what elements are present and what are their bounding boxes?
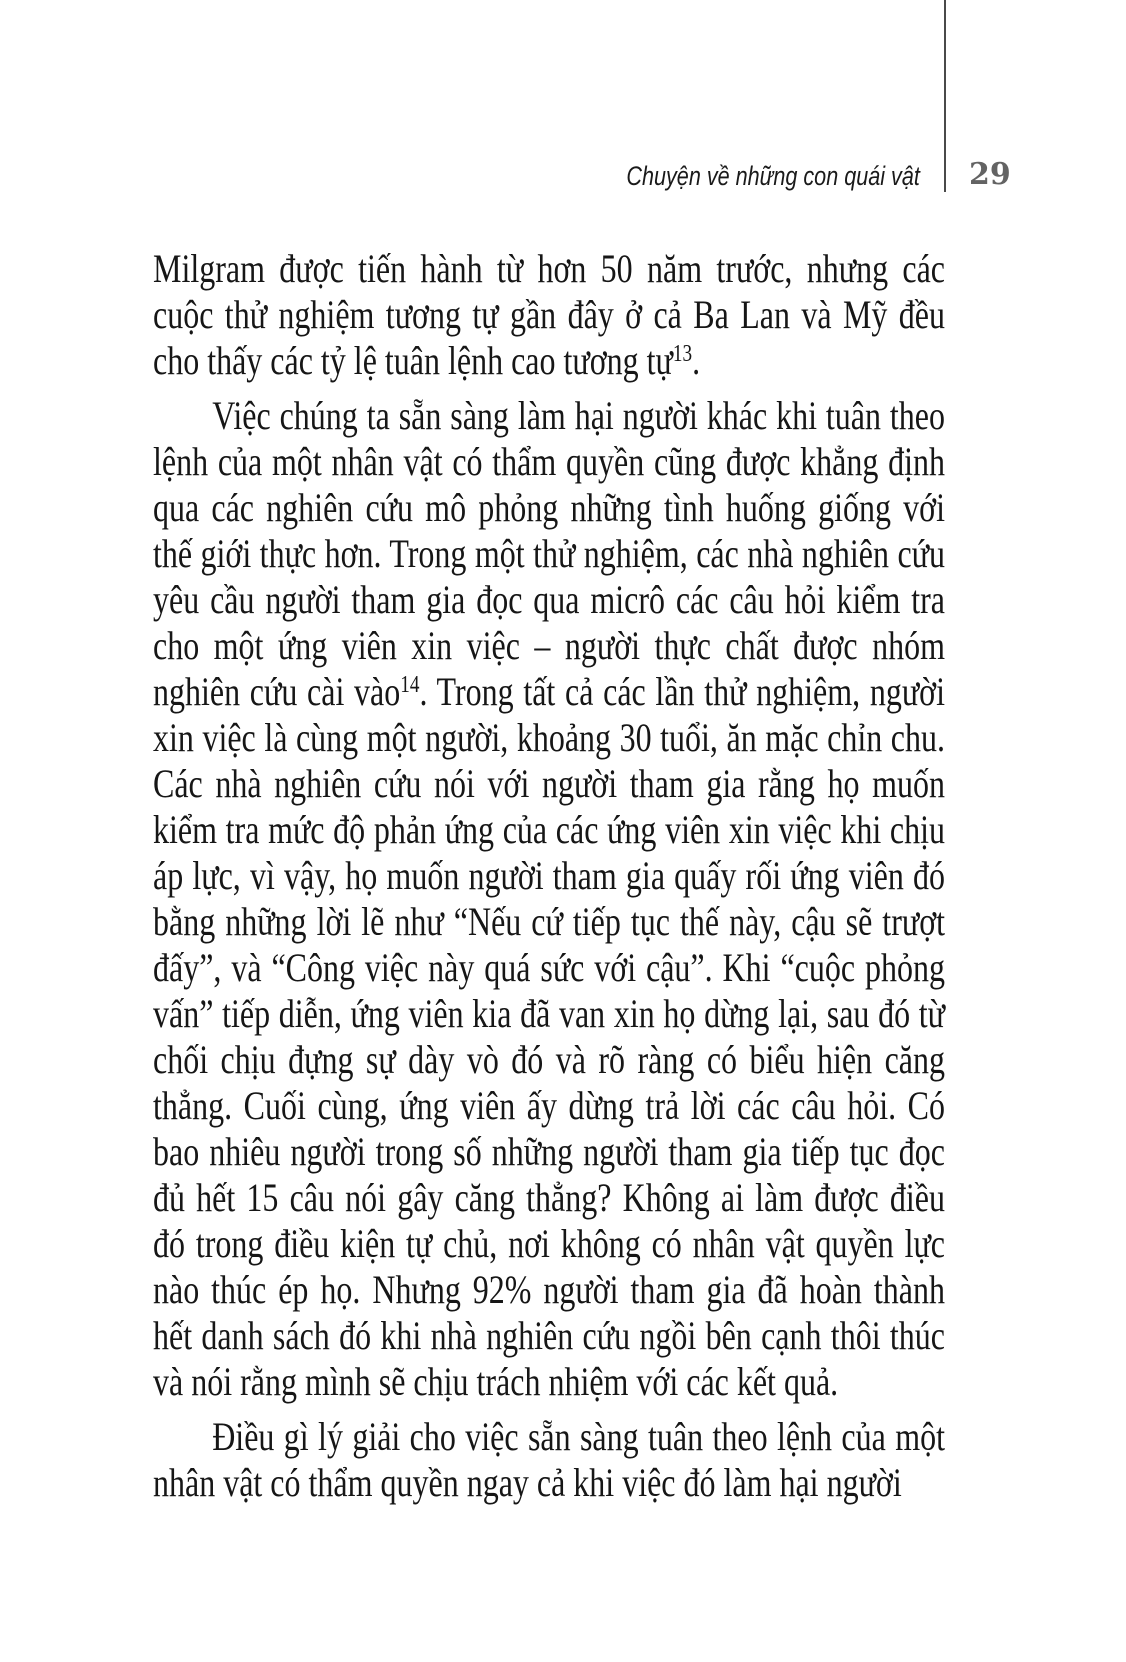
running-header-title: Chuyện về những con quái vật xyxy=(626,161,920,191)
paragraph-2 xyxy=(153,393,945,1405)
paragraph-text: Điều gì lý giải cho việc sẵn sàng tuân theo lệnh của một nhân vật có thẩm quyền ngay cả khi việc đó làm hại người xyxy=(153,1414,945,1505)
paragraph-text: . xyxy=(692,338,701,383)
footnote-reference-13: 13 xyxy=(672,340,693,367)
paragraph-text: . Trong tất cả các lần thử nghiệm, người xin việc là cùng một người, khoảng 30 tuổi, ăn mặc chỉn chu. Các nhà nghiên cứu nói với người tham gia rằng họ muốn kiểm tra mức độ phản ứng của các ứng viên xin việc khi chịu áp lực, vì vậy, họ muốn người tham gia quấy rối ứng viên đó bằng những lời lẽ như “Nếu cứ tiếp tục thế này, cậu sẽ trượt đấy”, và “Công việc này quá sức với cậu”. Khi “cuộc phỏng vấn” tiếp diễn, ứng viên kia đã van xin họ dừng lại, sau đó từ chối chịu đựng sự dày vò đó và rõ ràng có biểu hiện căng thẳng. Cuối cùng, ứng viên ấy dừng trả lời các câu hỏi. Có bao nhiêu người trong số những người tham gia tiếp tục đọc đủ hết 15 câu nói gây căng thẳng? Không ai làm được điều đó trong điều kiện tự chủ, nơi không có nhân vật quyền lực nào thúc ép họ. Nhưng 92% người tham gia đã hoàn thành hết danh sách đó khi nhà nghiên cứu ngồi bên cạnh thôi thúc và nói rằng mình sẽ chịu trách nhiệm với các kết quả. xyxy=(153,669,945,1404)
paragraph-text: Milgram được tiến hành từ hơn 50 năm trước, nhưng các cuộc thử nghiệm tương tự gần đây ở cả Ba Lan và Mỹ đều cho thấy các tỷ lệ tuân lệnh cao tương tự xyxy=(153,246,945,383)
page-body xyxy=(153,246,945,1506)
header-divider-rule xyxy=(944,0,946,192)
paragraph-1 xyxy=(153,246,945,384)
paragraph-text: Việc chúng ta sẵn sàng làm hại người khác khi tuân theo lệnh của một nhân vật có thẩm quyền cũng được khẳng định qua các nghiên cứu mô phỏng những tình huống giống với thế giới thực hơn. Trong một thử nghiệm, các nhà nghiên cứu yêu cầu người tham gia đọc qua micrô các câu hỏi kiểm tra cho một ứng viên xin việc – người thực chất được nhóm nghiên cứu cài vào xyxy=(153,393,945,714)
page-number: 29 xyxy=(969,157,1011,192)
footnote-reference-14: 14 xyxy=(400,671,420,698)
paragraph-3 xyxy=(153,1414,945,1506)
